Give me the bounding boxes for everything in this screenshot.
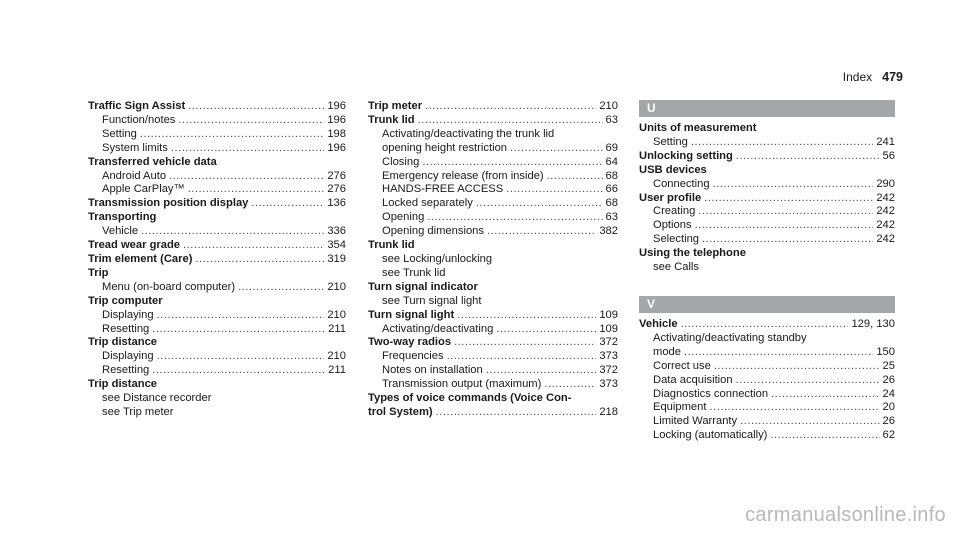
- dot-leader: [425, 100, 596, 114]
- entry-label: Notes on installation: [382, 364, 483, 377]
- dot-leader: [152, 364, 325, 378]
- dot-leader: [188, 100, 324, 114]
- index-subentry[interactable]: [368, 183, 618, 197]
- entry-label: Data acquisition: [653, 373, 733, 386]
- dot-leader: [710, 401, 880, 415]
- dot-leader: [183, 239, 324, 253]
- entry-label: Trip meter: [368, 100, 423, 112]
- dot-leader: [695, 219, 874, 233]
- page-reference-link[interactable]: 25: [882, 359, 895, 372]
- page-reference-link[interactable]: 241: [876, 135, 895, 148]
- entry-label: User profile: [639, 191, 702, 204]
- index-subentry[interactable]: [639, 219, 895, 233]
- page-reference-link[interactable]: 196: [327, 113, 346, 126]
- letter-heading: V: [639, 296, 895, 313]
- entry-label: trol System): [368, 405, 433, 418]
- entry-label: Setting: [102, 127, 137, 140]
- index-subentry[interactable]: [368, 170, 618, 184]
- dot-leader: [684, 346, 873, 360]
- entry-label: Opening: [382, 211, 425, 224]
- entry-label: Emergency release (from inside): [382, 169, 544, 182]
- page-reference-link[interactable]: 354: [327, 239, 346, 252]
- index-subentry[interactable]: [368, 142, 618, 156]
- entry-label: Resetting: [102, 364, 150, 377]
- entry-label: Displaying: [102, 350, 154, 363]
- index-subentry: Activating/deactivating standby: [653, 331, 807, 344]
- page-reference-link[interactable]: 20: [882, 401, 895, 414]
- dot-leader: [691, 136, 873, 150]
- page-reference-link[interactable]: 109: [599, 322, 618, 335]
- section-spacer: [639, 275, 895, 296]
- page-reference-link[interactable]: 242: [876, 219, 895, 232]
- entry-label: Displaying: [102, 308, 154, 321]
- page-reference-link[interactable]: 372: [599, 336, 618, 349]
- dot-leader: [418, 114, 603, 128]
- index-subentry[interactable]: [88, 142, 346, 156]
- entry-label: Android Auto: [102, 169, 167, 182]
- index-entry[interactable]: [368, 336, 618, 350]
- entry-label: System limits: [102, 141, 168, 154]
- index-subentry[interactable]: [88, 170, 346, 184]
- page-reference-link[interactable]: 68: [605, 197, 618, 210]
- dot-leader: [157, 309, 325, 323]
- index-subentry: Activating/deactivating the trunk lid: [382, 127, 555, 140]
- index-heading: USB devices: [639, 163, 707, 176]
- index-entry[interactable]: [88, 239, 346, 253]
- page-reference-link[interactable]: 218: [599, 405, 618, 418]
- index-entry[interactable]: [88, 197, 346, 211]
- entry-label: Turn signal light: [368, 308, 455, 321]
- page-reference-link[interactable]: 63: [605, 113, 618, 126]
- dot-leader: [152, 323, 325, 337]
- index-heading: Trip distance: [88, 336, 158, 349]
- dot-leader: [476, 197, 603, 211]
- entry-label: Unlocking setting: [639, 149, 733, 162]
- dot-leader: [496, 323, 596, 337]
- index-subentry[interactable]: [639, 205, 895, 219]
- entry-label: Menu (on-board computer): [102, 280, 236, 293]
- page-header: [843, 70, 903, 84]
- index-subentry: see Calls: [653, 261, 700, 274]
- entry-label: Trunk lid: [368, 113, 415, 126]
- index-subentry[interactable]: [639, 360, 895, 374]
- page-reference-link[interactable]: 210: [327, 308, 346, 321]
- index-subentry[interactable]: [88, 225, 346, 239]
- index-subentry[interactable]: [88, 323, 346, 337]
- entry-label: Vehicle: [639, 317, 678, 330]
- index-entry[interactable]: [88, 100, 346, 114]
- entry-label: Apple CarPlay™: [102, 183, 185, 196]
- index-column-3: [639, 100, 895, 443]
- page-reference-link[interactable]: 290: [876, 177, 895, 190]
- index-heading: Types of voice commands (Voice Con-: [368, 392, 572, 405]
- index-subentry[interactable]: [639, 178, 895, 192]
- entry-label: Opening dimensions: [382, 225, 484, 238]
- letter-heading: U: [639, 100, 895, 117]
- entry-label: Vehicle: [102, 225, 139, 238]
- index-subentry[interactable]: [88, 281, 346, 295]
- index-subentry[interactable]: [639, 415, 895, 429]
- dot-leader: [713, 178, 874, 192]
- dot-leader: [140, 128, 324, 142]
- entry-label: mode: [653, 345, 681, 358]
- page-reference-link[interactable]: 68: [605, 169, 618, 182]
- entry-label: Setting: [653, 135, 688, 148]
- index-subentry: see Trip meter: [102, 405, 174, 418]
- index-entry[interactable]: [368, 406, 618, 420]
- page-reference-link[interactable]: 26: [882, 373, 895, 386]
- index-heading: Trunk lid: [368, 239, 415, 252]
- dot-leader: [422, 156, 602, 170]
- page-reference-link[interactable]: 211: [328, 322, 346, 335]
- index-entry[interactable]: [639, 318, 895, 332]
- page-reference-link[interactable]: 372: [599, 364, 618, 377]
- index-subentry: see Locking/unlocking: [382, 252, 493, 265]
- dot-leader: [169, 170, 324, 184]
- index-heading: Trip computer: [88, 294, 163, 307]
- dot-leader: [698, 205, 873, 219]
- index-subentry[interactable]: [368, 197, 618, 211]
- page-reference-link[interactable]: 242: [876, 205, 895, 218]
- index-heading: Trip: [88, 266, 109, 279]
- index-heading: Units of measurement: [639, 122, 757, 134]
- index-subentry[interactable]: [368, 211, 618, 225]
- index-entry[interactable]: [368, 100, 618, 114]
- index-subentry[interactable]: [368, 350, 618, 364]
- entry-label: Traffic Sign Assist: [88, 100, 186, 112]
- page-reference-link[interactable]: 150: [876, 345, 895, 358]
- dot-leader: [770, 429, 879, 443]
- page-reference-link[interactable]: 63: [605, 211, 618, 224]
- entry-label: Transmission position display: [88, 197, 249, 210]
- dot-leader: [771, 388, 879, 402]
- page-reference-link[interactable]: 242: [876, 233, 895, 246]
- index-entry[interactable]: [368, 309, 618, 323]
- entry-label: Creating: [653, 205, 696, 218]
- entry-label: Locked separately: [382, 197, 473, 210]
- entry-label: Transmission output (maximum): [382, 378, 542, 391]
- index-subentry[interactable]: [368, 323, 618, 337]
- dot-leader: [681, 318, 849, 332]
- index-subentry[interactable]: [639, 401, 895, 415]
- page-reference-link[interactable]: 24: [882, 387, 895, 400]
- index-entry[interactable]: [639, 150, 895, 164]
- dot-leader: [141, 225, 324, 239]
- page-reference-link[interactable]: 276: [327, 183, 346, 196]
- dot-leader: [454, 336, 596, 350]
- index-subentry[interactable]: [639, 136, 895, 150]
- index-subentry[interactable]: [368, 156, 618, 170]
- entry-label: Connecting: [653, 177, 710, 190]
- page-reference-link[interactable]: 336: [327, 225, 346, 238]
- page-reference-link[interactable]: 198: [327, 127, 346, 140]
- page-reference-link[interactable]: 136: [327, 197, 346, 210]
- entry-label: Tread wear grade: [88, 239, 181, 252]
- index-subentry[interactable]: [639, 429, 895, 443]
- dot-leader: [487, 225, 596, 239]
- index-column-1: [88, 100, 346, 420]
- dot-leader: [740, 415, 879, 429]
- page-reference-link[interactable]: 64: [605, 155, 618, 168]
- entry-label: Frequencies: [382, 350, 444, 363]
- entry-label: Two-way radios: [368, 336, 452, 349]
- dot-leader: [506, 183, 602, 197]
- page-reference-link[interactable]: 196: [327, 100, 346, 112]
- entry-label: Closing: [382, 155, 420, 168]
- index-subentry[interactable]: [88, 309, 346, 323]
- index-subentry[interactable]: [639, 346, 895, 360]
- index-subentry[interactable]: [368, 378, 618, 392]
- index-subentry[interactable]: [368, 364, 618, 378]
- index-subentry: see Trunk lid: [382, 266, 446, 279]
- dot-leader: [486, 364, 597, 378]
- dot-leader: [457, 309, 596, 323]
- page-reference-link[interactable]: 373: [599, 350, 618, 363]
- index-subentry: see Turn signal light: [382, 294, 482, 307]
- index-heading: Turn signal indicator: [368, 280, 478, 293]
- index-heading: Trip distance: [88, 378, 158, 391]
- dot-leader: [436, 406, 597, 420]
- page-reference-link[interactable]: 66: [605, 183, 618, 196]
- page-reference-link[interactable]: 129, 130: [851, 317, 895, 330]
- dot-leader: [510, 142, 603, 156]
- index-subentry[interactable]: [88, 364, 346, 378]
- index-subentry[interactable]: [88, 183, 346, 197]
- index-heading: Transporting: [88, 211, 157, 224]
- index-subentry[interactable]: [368, 225, 618, 239]
- entry-label: Locking (automatically): [653, 429, 768, 442]
- index-entry[interactable]: [88, 253, 346, 267]
- index-subentry: see Distance recorder: [102, 392, 212, 405]
- dot-leader: [238, 281, 324, 295]
- entry-label: HANDS-FREE ACCESS: [382, 183, 504, 196]
- entry-label: Correct use: [653, 359, 711, 372]
- entry-label: Limited Warranty: [653, 415, 738, 428]
- dot-leader: [188, 183, 325, 197]
- entry-label: opening height restriction: [382, 141, 508, 154]
- page-reference-link[interactable]: 56: [882, 149, 895, 162]
- watermark: carmanualsonline.info: [745, 504, 946, 526]
- entry-label: Trim element (Care): [88, 252, 193, 265]
- index-subentry[interactable]: [639, 374, 895, 388]
- dot-leader: [736, 374, 880, 388]
- dot-leader: [251, 197, 324, 211]
- dot-leader: [736, 150, 880, 164]
- index-heading: Using the telephone: [639, 247, 746, 260]
- page-reference-link[interactable]: 276: [327, 169, 346, 182]
- page-reference-link[interactable]: 382: [599, 225, 618, 238]
- entry-label: Resetting: [102, 322, 150, 335]
- page-reference-link[interactable]: 69: [605, 141, 618, 154]
- index-entry[interactable]: [368, 114, 618, 128]
- page-reference-link[interactable]: 242: [876, 191, 895, 204]
- dot-leader: [702, 233, 873, 247]
- index-subentry[interactable]: [88, 128, 346, 142]
- entry-label: Function/notes: [102, 113, 176, 126]
- page-reference-link[interactable]: 373: [599, 378, 618, 391]
- page-reference-link[interactable]: 210: [599, 100, 618, 112]
- dot-leader: [427, 211, 602, 225]
- dot-leader: [195, 253, 324, 267]
- page-reference-link[interactable]: 62: [882, 429, 895, 442]
- entry-label: Activating/deactivating: [382, 322, 494, 335]
- index-heading: Transferred vehicle data: [88, 155, 217, 168]
- index-column-2: [368, 100, 618, 420]
- page-reference-link[interactable]: 196: [327, 141, 346, 154]
- dot-leader: [714, 360, 880, 374]
- dot-leader: [178, 114, 324, 128]
- page-reference-link[interactable]: 211: [328, 364, 346, 377]
- dot-leader: [547, 170, 603, 184]
- entry-label: Options: [653, 219, 692, 232]
- index-subentry[interactable]: [639, 388, 895, 402]
- dot-leader: [171, 142, 324, 156]
- index-subentry[interactable]: [88, 114, 346, 128]
- dot-leader: [704, 192, 873, 206]
- index-subentry[interactable]: [639, 233, 895, 247]
- page-reference-link[interactable]: 109: [599, 308, 618, 321]
- entry-label: Equipment: [653, 401, 707, 414]
- page-reference-link[interactable]: 210: [327, 280, 346, 293]
- page-reference-link[interactable]: 210: [327, 350, 346, 363]
- section-title: Index: [842, 70, 873, 84]
- page-number: 479: [882, 70, 903, 84]
- dot-leader: [157, 350, 325, 364]
- page-reference-link[interactable]: 319: [327, 252, 346, 265]
- dot-leader: [544, 378, 596, 392]
- entry-label: Diagnostics connection: [653, 387, 769, 400]
- page-reference-link[interactable]: 26: [882, 415, 895, 428]
- index-entry[interactable]: [639, 192, 895, 206]
- dot-leader: [447, 350, 597, 364]
- entry-label: Selecting: [653, 233, 700, 246]
- index-subentry[interactable]: [88, 350, 346, 364]
